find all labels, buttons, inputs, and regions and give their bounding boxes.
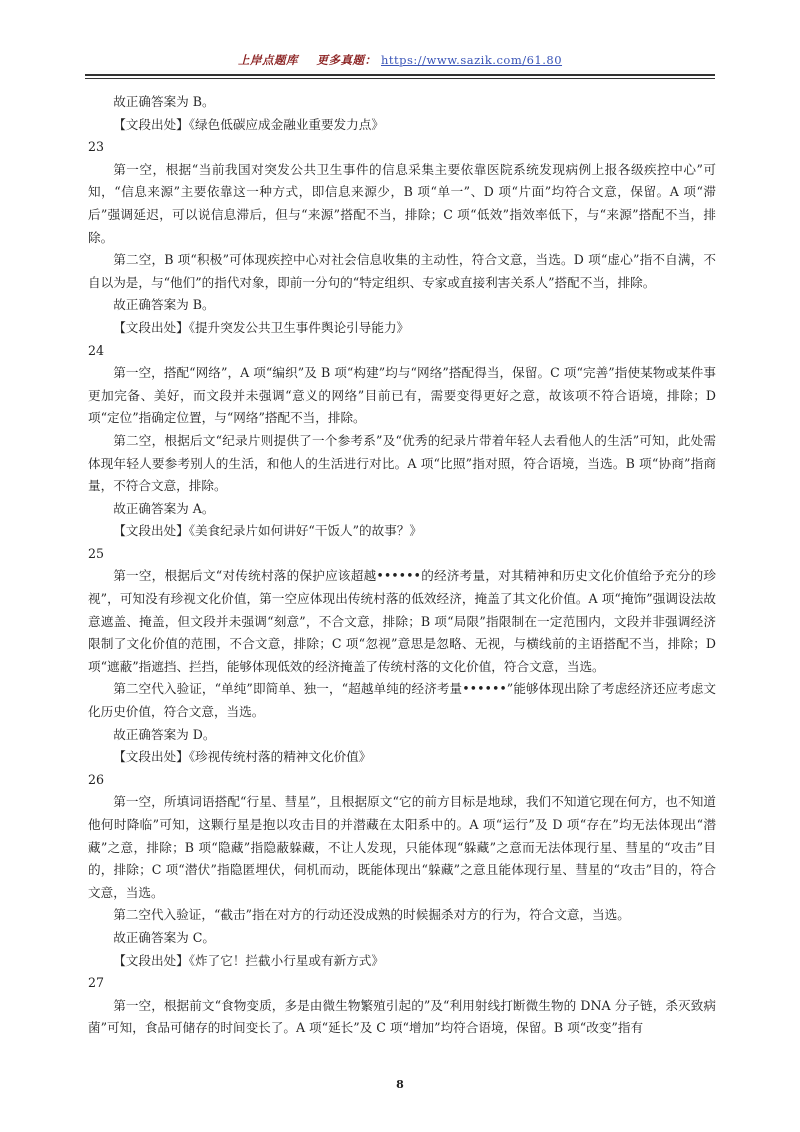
paragraph: 第一空，根据前文“食物变质，多是由微生物繁殖引起的”及“利用射线打断微生物的 DNA 分子链，杀灭致病菌”可知，食品可储存的时间变长了。A 项“延长”及 C 项“增加”均符合语境，保留。B 项“改变”指有 xyxy=(88,997,716,1036)
source-line: 【文段出处】《提升突发公共卫生事件舆论引导能力》 xyxy=(113,319,410,335)
source-line: 【文段出处】《美食纪录片如何讲好“干饭人”的故事？》 xyxy=(113,523,423,539)
document-body xyxy=(88,91,716,1040)
header-label: 更多真题： xyxy=(316,53,377,67)
page-header xyxy=(0,52,800,68)
header-brand: 上岸点题库 xyxy=(237,53,298,67)
answer-line: 故正确答案为 B。 xyxy=(113,94,215,109)
paragraph: 第二空代入验证，“单纯”即简单、独一，“超越单纯的经济考量••••••”能够体现出除了考虑经济还应考虑文化历史价值，符合文意，当选。 xyxy=(88,681,716,720)
answer-line: 故正确答案为 C。 xyxy=(113,929,215,945)
answer-line: 故正确答案为 B。 xyxy=(113,297,215,313)
header-rule-thick xyxy=(85,74,715,76)
question-number: 25 xyxy=(88,545,105,561)
paragraph: 第一空，根据后文“对传统村落的保护应该超越••••••的经济考量，对其精神和历史文化价值给予充分的珍视”，可知没有珍视文化价值，第一空应体现出传统村落的低效经济，掩盖了其文化价值。A 项“掩饰”强调设法故意遮盖、掩盖，但文段并未强调“刻意”，不合文意，排除；B 项“局限”指限制在一定范围内，文段并非强调经济限制了文化价值的范围，不合文意，排除；C 项“忽视”意思是忽略、无视，与横线前的主语搭配不当，排除；D 项“遮蔽”指遮挡、拦挡，能够体现低效的经济掩盖了传统村落的文化价值，符合文意，当选。 xyxy=(88,568,716,674)
source-line: 【文段出处】《珍视传统村落的精神文化价值》 xyxy=(113,749,372,765)
header-rule-thin xyxy=(85,78,715,79)
question-number: 27 xyxy=(88,975,105,991)
paragraph: 第一空，搭配“网络”，A 项“编织”及 B 项“构建”均与“网络”搭配得当，保留。C 项“完善”指使某物或某件事更加完备、美好，而文段并未强调“意义的网络”目前已有，需要变得更好之意，故该项不符合语境，排除；D 项“定位”指确定位置，与“网络”搭配不当，排除。 xyxy=(88,365,716,426)
header-link[interactable]: https://www.sazik.com/61.80 xyxy=(380,53,563,67)
question-number: 24 xyxy=(88,342,105,358)
page-number: 8 xyxy=(396,1078,404,1091)
paragraph: 第一空，所填词语搭配“行星、彗星”，且根据原文“它的前方目标是地球，我们不知道它现在何方，也不知道他何时降临”可知，这颗行星是抱以攻击目的并潜藏在太阳系中的。A 项“运行”及 D 项“存在”均无法体现出“潜藏”之意，排除；B 项“隐藏”指隐蔽躲藏，不让人发现，只能体现“躲藏”之意而无法体现行星、彗星的“攻击”目的，排除；C 项“潜伏”指隐匿埋伏，伺机而动，既能体现出“躲藏”之意且能体现行星、彗星的“攻击”目的，符合文意，当选。 xyxy=(88,794,716,900)
question-number: 26 xyxy=(88,771,105,787)
source-line: 【文段出处】《炸了它！拦截小行星或有新方式》 xyxy=(113,952,384,968)
paragraph: 第二空，B 项“积极”可体现疾控中心对社会信息收集的主动性，符合文意，当选。D 项“虚心”指不自满，不自以为是，与“他们”的指代对象，即前一分句的“特定组织、专家或直接利害关系人”搭配不当，排除。 xyxy=(88,252,716,290)
answer-line: 故正确答案为 A。 xyxy=(113,500,215,516)
question-number: 23 xyxy=(88,139,105,155)
paragraph: 第二空，根据后文“纪录片则提供了一个参考系”及“优秀的纪录片带着年轻人去看他人的生活”可知，此处需体现年轻人要参考别人的生活，和他人的生活进行对比。A 项“比照”指对照，符合语境，当选。B 项“协商”指商量，不符合文意，排除。 xyxy=(88,432,716,494)
answer-line: 故正确答案为 D。 xyxy=(113,726,216,742)
paragraph: 第一空，根据“当前我国对突发公共卫生事件的信息采集主要依靠医院系统发现病例上报各级疾控中心”可知，“信息来源”主要依靠这一种方式，即信息来源少，B 项“单一”、D 项“片面”均符合文意，保留。A 项“滞后”强调延迟，可以说信息滞后，但与“来源”搭配不当，排除；C 项“低效”指效率低下，与“来源”搭配不当，排除。 xyxy=(88,161,716,245)
source-line: 【文段出处】《绿色低碳应成金融业重要发力点》 xyxy=(113,116,384,132)
paragraph: 第二空代入验证，“截击”指在对方的行动还没成熟的时候掘杀对方的行为，符合文意，当选。 xyxy=(113,907,630,923)
